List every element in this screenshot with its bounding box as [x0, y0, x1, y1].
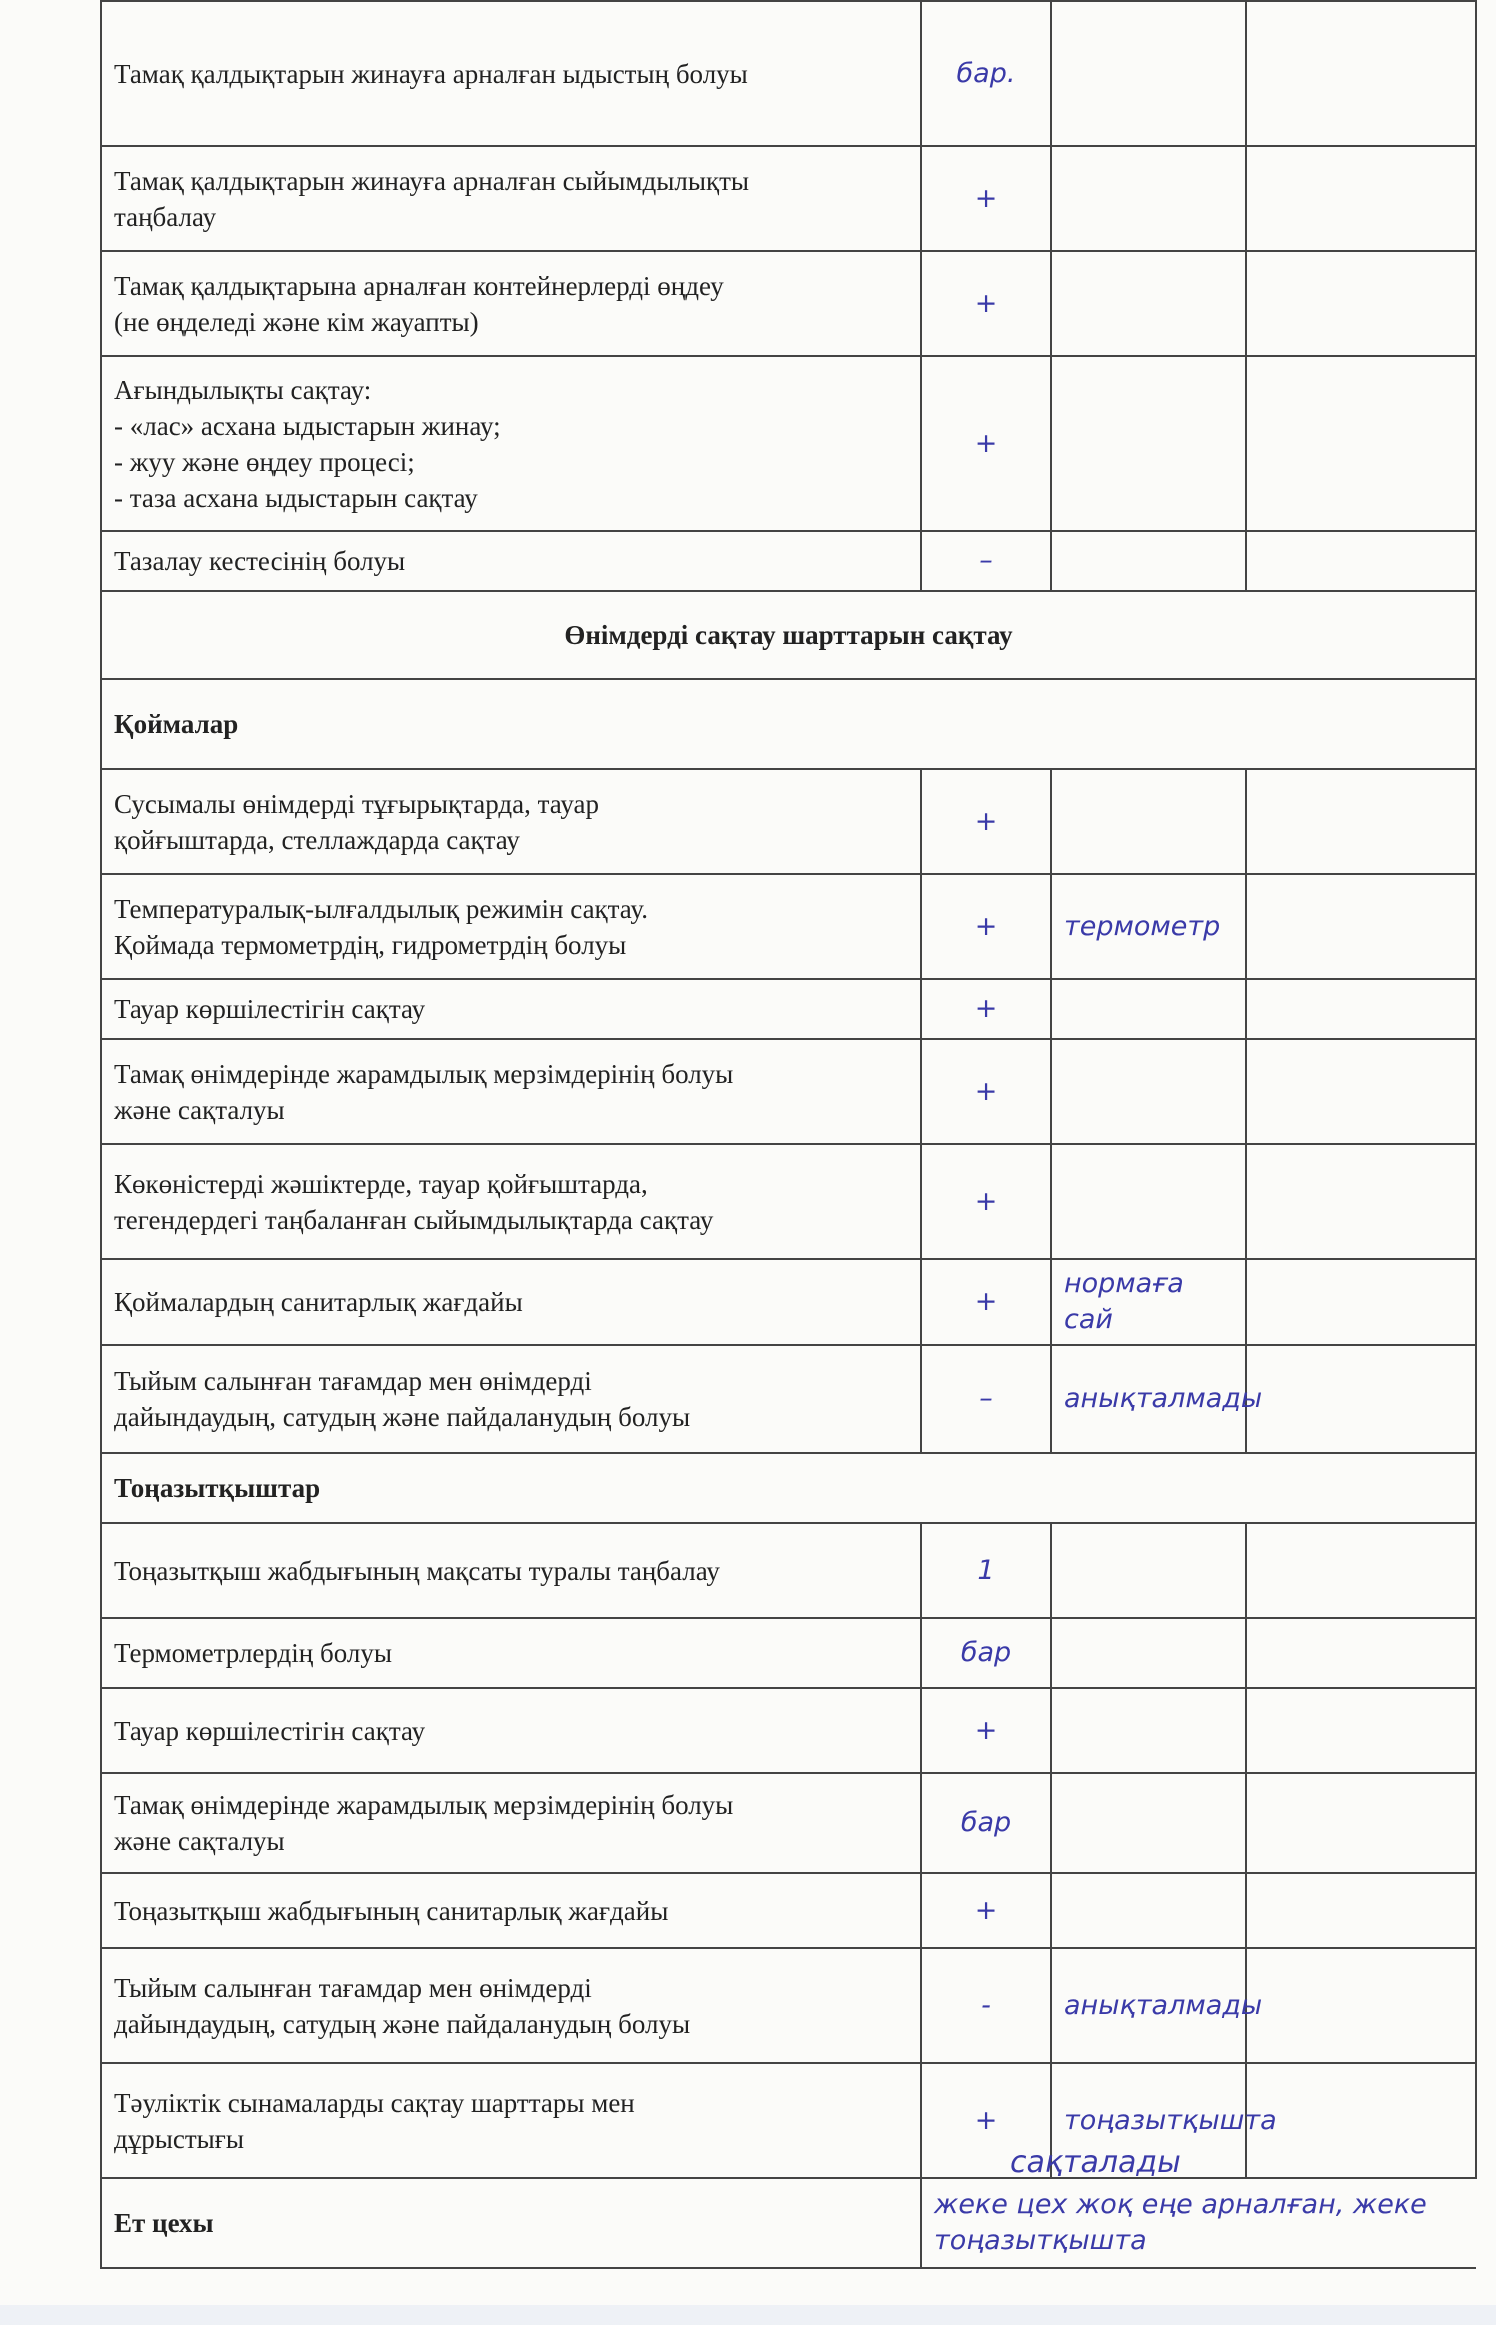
fridge-criterion — [101, 1523, 921, 1618]
fridge-mark: бар — [921, 1773, 1051, 1873]
fridge-row — [101, 1773, 1476, 1873]
fridge-note — [1051, 1618, 1246, 1688]
inspection-checklist-table — [100, 0, 1477, 2269]
hygiene-extra — [1246, 356, 1476, 531]
fridge-mark: 1 — [921, 1523, 1051, 1618]
warehouse-criterion-line: Қоймада термометрдің, гидрометрдің болуы — [114, 929, 627, 960]
fridge-mark: + — [921, 1688, 1051, 1773]
warehouse-mark: + — [921, 1259, 1051, 1345]
hygiene-criterion — [101, 1, 921, 146]
warehouse-mark: – — [921, 1345, 1051, 1453]
warehouse-extra — [1246, 1259, 1476, 1345]
fridge-criterion — [101, 1873, 921, 1948]
warehouse-row — [101, 979, 1476, 1039]
hygiene-criterion-line: Ағындылықты сақтау: — [114, 374, 372, 405]
hygiene-mark: + — [921, 146, 1051, 251]
warehouse-criterion-line: Тыйым салынған тағамдар мен өнімдерді — [114, 1366, 592, 1396]
fridge-criterion-line: Тыйым салынған тағамдар мен өнімдерді — [114, 1972, 592, 2003]
hygiene-note — [1051, 356, 1246, 531]
section-row — [101, 591, 1476, 679]
hygiene-row — [101, 356, 1476, 531]
warehouse-criterion-line: Сусымалы өнімдерді тұғырықтарда, тауар — [114, 788, 599, 819]
warehouse-criterion-line: Қоймалардың санитарлық жағдайы — [114, 1287, 523, 1317]
fridge-mark: + — [921, 2063, 1051, 2178]
hygiene-criterion-line: - таза асхана ыдыстарын сақтау — [114, 482, 478, 513]
warehouse-criterion-line: Тамақ өнімдерінде жарамдылық мерзімдерінің болуы — [114, 1058, 734, 1089]
scan-edge — [0, 2305, 1496, 2325]
hygiene-criterion-line: таңбалау — [114, 201, 217, 232]
subsection-title-refrigerators: Тоңазытқыштар — [101, 1453, 1476, 1523]
warehouse-row — [101, 874, 1476, 979]
meat-shop-handwriting-continued: сақталады — [1010, 2145, 1181, 2180]
fridge-mark: бар — [921, 1618, 1051, 1688]
subsection-row-refrigerators — [101, 1453, 1476, 1523]
warehouse-note — [1051, 769, 1246, 874]
fridge-criterion-line: Тоңазытқыш жабдығының санитарлық жағдайы — [114, 1895, 669, 1926]
hygiene-criterion-line: - жуу және өңдеу процесі; — [114, 446, 415, 477]
warehouse-criterion — [101, 1259, 921, 1345]
hygiene-row — [101, 146, 1476, 251]
fridge-extra — [1246, 1688, 1476, 1773]
fridge-criterion — [101, 2063, 921, 2178]
warehouse-row — [101, 1259, 1476, 1345]
warehouse-mark: + — [921, 1144, 1051, 1259]
fridge-row — [101, 2063, 1476, 2178]
warehouse-criterion — [101, 1039, 921, 1144]
warehouse-criterion-line: қойғыштарда, стеллаждарда сақтау — [114, 824, 520, 855]
hygiene-criterion-line: Тамақ қалдықтарына арналған контейнерлерді өңдеу — [114, 270, 724, 301]
warehouse-note: анықталмады — [1051, 1345, 1246, 1453]
warehouse-mark: + — [921, 979, 1051, 1039]
fridge-criterion — [101, 1688, 921, 1773]
warehouse-criterion — [101, 1144, 921, 1259]
warehouse-criterion-line: және сақталуы — [114, 1094, 285, 1125]
hygiene-row — [101, 1, 1476, 146]
fridge-extra — [1246, 1618, 1476, 1688]
warehouse-note: нормаға сай — [1051, 1259, 1246, 1345]
meat-shop-label: Ет цехы — [101, 2178, 921, 2268]
warehouse-note — [1051, 1039, 1246, 1144]
hygiene-row — [101, 251, 1476, 356]
fridge-note — [1051, 1773, 1246, 1873]
warehouse-row — [101, 1345, 1476, 1453]
fridge-criterion-line: және сақталуы — [114, 1826, 285, 1856]
fridge-note — [1051, 1873, 1246, 1948]
fridge-row — [101, 1873, 1476, 1948]
meat-shop-row — [101, 2178, 1476, 2268]
warehouse-row — [101, 769, 1476, 874]
hygiene-extra — [1246, 1, 1476, 146]
warehouse-row — [101, 1039, 1476, 1144]
hygiene-criterion — [101, 251, 921, 356]
warehouse-note — [1051, 1144, 1246, 1259]
warehouse-criterion-line: тегендердегі таңбаланған сыйымдылықтарда сақтау — [114, 1204, 714, 1235]
hygiene-extra — [1246, 531, 1476, 591]
fridge-criterion — [101, 1948, 921, 2063]
warehouse-criterion-line: дайындаудың, сатудың және пайдаланудың болуы — [114, 1402, 691, 1432]
fridge-extra — [1246, 1948, 1476, 2063]
fridge-row — [101, 1618, 1476, 1688]
hygiene-mark: бар. — [921, 1, 1051, 146]
hygiene-note — [1051, 1, 1246, 146]
hygiene-criterion-line: Тамақ қалдықтарын жинауға арналған сыйымдылықты — [114, 165, 750, 196]
warehouse-mark: + — [921, 769, 1051, 874]
hygiene-extra — [1246, 251, 1476, 356]
fridge-criterion-line: дұрыстығы — [114, 2123, 245, 2154]
warehouse-criterion — [101, 979, 921, 1039]
hygiene-criterion-line: (не өңделеді және кім жауапты) — [114, 306, 479, 337]
section-title: Өнімдерді сақтау шарттарын сақтау — [101, 591, 1476, 679]
warehouse-extra — [1246, 979, 1476, 1039]
fridge-criterion — [101, 1618, 921, 1688]
fridge-note: тоңазытқышта — [1051, 2063, 1246, 2178]
hygiene-note — [1051, 146, 1246, 251]
hygiene-note — [1051, 531, 1246, 591]
hygiene-mark: + — [921, 251, 1051, 356]
hygiene-note — [1051, 251, 1246, 356]
warehouse-mark: + — [921, 1039, 1051, 1144]
warehouse-criterion — [101, 769, 921, 874]
fridge-note: анықталмады — [1051, 1948, 1246, 2063]
hygiene-row — [101, 531, 1476, 591]
warehouse-mark: + — [921, 874, 1051, 979]
hygiene-criterion-line: - «лас» асхана ыдыстарын жинау; — [114, 410, 501, 441]
warehouse-extra — [1246, 1345, 1476, 1453]
hygiene-criterion — [101, 531, 921, 591]
fridge-mark: - — [921, 1948, 1051, 2063]
hygiene-criterion-line: Тамақ қалдықтарын жинауға арналған ыдыстың болуы — [114, 58, 748, 89]
hygiene-mark: – — [921, 531, 1051, 591]
subsection-title-warehouses: Қоймалар — [101, 679, 1476, 769]
fridge-criterion-line: Тауар көршілестігін сақтау — [114, 1715, 426, 1746]
hygiene-mark: + — [921, 356, 1051, 531]
fridge-row — [101, 1523, 1476, 1618]
fridge-criterion-line: Термометрлердің болуы — [114, 1638, 392, 1668]
hygiene-criterion — [101, 356, 921, 531]
hygiene-criterion — [101, 146, 921, 251]
fridge-note — [1051, 1523, 1246, 1618]
fridge-row — [101, 1688, 1476, 1773]
fridge-criterion-line: дайындаудың, сатудың және пайдаланудың болуы — [114, 2008, 691, 2039]
fridge-criterion-line: Тәуліктік сынамаларды сақтау шарттары мен — [114, 2087, 635, 2118]
warehouse-extra — [1246, 1144, 1476, 1259]
warehouse-criterion-line: Көкөністерді жәшіктерде, тауар қойғыштарда, — [114, 1168, 648, 1199]
fridge-extra — [1246, 1523, 1476, 1618]
fridge-criterion-line: Тоңазытқыш жабдығының мақсаты туралы таңбалау — [114, 1555, 720, 1586]
warehouse-extra — [1246, 1039, 1476, 1144]
warehouse-criterion — [101, 1345, 921, 1453]
fridge-extra — [1246, 1873, 1476, 1948]
fridge-criterion — [101, 1773, 921, 1873]
fridge-extra — [1246, 1773, 1476, 1873]
subsection-row-warehouses — [101, 679, 1476, 769]
warehouse-extra — [1246, 874, 1476, 979]
warehouse-criterion-line: Температуралық-ылғалдылық режимін сақтау. — [114, 893, 648, 924]
warehouse-extra — [1246, 769, 1476, 874]
fridge-row — [101, 1948, 1476, 2063]
warehouse-note: термометр — [1051, 874, 1246, 979]
fridge-criterion-line: Тамақ өнімдерінде жарамдылық мерзімдерінің болуы — [114, 1790, 734, 1820]
fridge-note — [1051, 1688, 1246, 1773]
hygiene-criterion-line: Тазалау кестесінің болуы — [114, 546, 406, 576]
fridge-extra — [1246, 2063, 1476, 2178]
warehouse-note — [1051, 979, 1246, 1039]
warehouse-criterion — [101, 874, 921, 979]
meat-shop-handwriting: жеке цех жоқ еңе арналған, жеке тоңазытқышта — [921, 2178, 1476, 2268]
hygiene-extra — [1246, 146, 1476, 251]
fridge-mark: + — [921, 1873, 1051, 1948]
warehouse-row — [101, 1144, 1476, 1259]
warehouse-criterion-line: Тауар көршілестігін сақтау — [114, 994, 426, 1024]
